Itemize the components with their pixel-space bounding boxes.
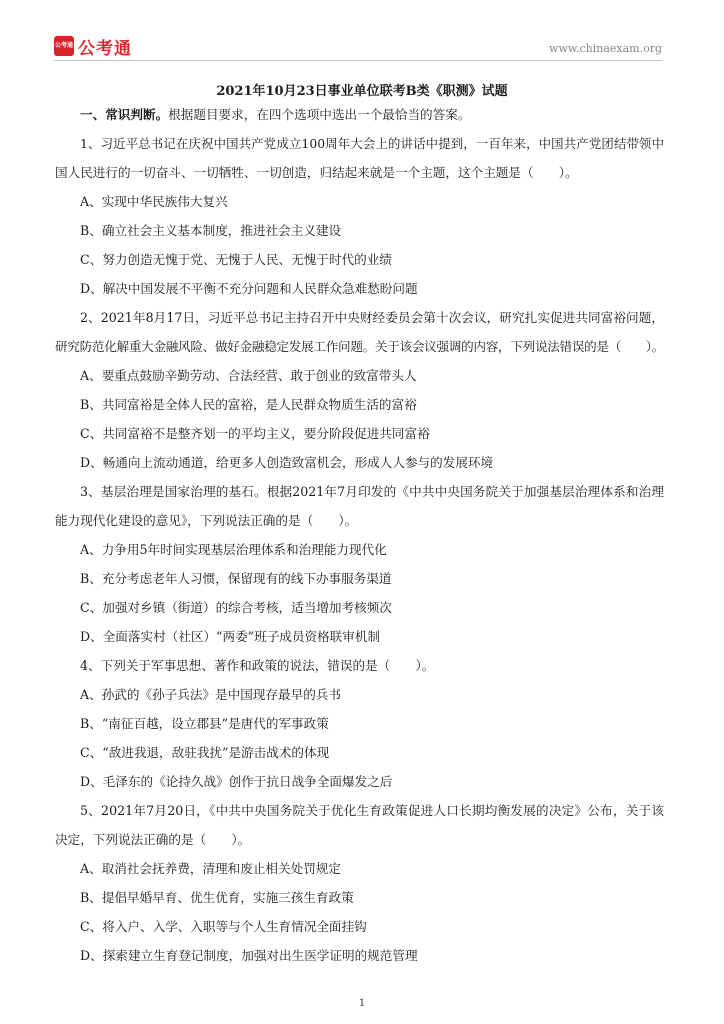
question-stem: 3、基层治理是国家治理的基石。根据2021年7月印发的《中共中央国务院关于加强基层治理体系和治理 xyxy=(80,484,664,499)
question-stem: 5、2021年7月20日，《中共中央国务院关于优化生育政策促进人口长期均衡发展的决定》公布，关于该 xyxy=(80,803,664,818)
question-stem: 2、2021年8月17日，习近平总书记主持召开中央财经委员会第十次会议，研究扎实促进共同富裕问题， xyxy=(80,310,664,325)
question-stem: 国人民进行的一切奋斗、一切牺牲、一切创造，归结起来就是一个主题，这个主题是（ ）。 xyxy=(55,165,578,180)
option-d: D、毛泽东的《论持久战》创作于抗日战争全面爆发之后 xyxy=(80,774,393,789)
page-number: 1 xyxy=(358,998,366,1009)
logo-icon: 公考通 xyxy=(54,36,74,56)
option-b: B、充分考虑老年人习惯，保留现有的线下办事服务渠道 xyxy=(80,571,392,586)
option-d: D、解决中国发展不平衡不充分问题和人民群众急难愁盼问题 xyxy=(80,281,418,296)
header-divider xyxy=(54,60,662,61)
option-a: A、要重点鼓励辛勤劳动、合法经营、敢于创业的致富带头人 xyxy=(80,368,417,383)
option-b: B、确立社会主义基本制度，推进社会主义建设 xyxy=(80,223,342,238)
option-b: B、“南征百越，设立郡县”是唐代的军事政策 xyxy=(80,716,329,731)
option-d: D、探索建立生育登记制度，加强对出生医学证明的规范管理 xyxy=(80,948,418,963)
section-instruction: 根据题目要求，在四个选项中选出一个最恰当的答案。 xyxy=(168,107,471,122)
question-stem: 能力现代化建设的意见》，下列说法正确的是（ ）。 xyxy=(55,513,358,528)
page-header xyxy=(54,34,662,58)
question-5 xyxy=(55,796,664,970)
option-b: B、共同富裕是全体人民的富裕，是人民群众物质生活的富裕 xyxy=(80,397,417,412)
option-d: D、全面落实村（社区）“两委”班子成员资格联审机制 xyxy=(80,629,381,644)
option-a: A、实现中华民族伟大复兴 xyxy=(80,194,228,209)
question-stem: 决定，下列说法正确的是（ ）。 xyxy=(55,832,251,847)
option-c: C、“敌进我退，敌驻我扰”是游击战术的体现 xyxy=(80,745,330,760)
logo-text: 公考通 xyxy=(78,39,132,59)
question-2 xyxy=(55,303,664,477)
option-c: C、加强对乡镇（街道）的综合考核，适当增加考核频次 xyxy=(80,600,392,615)
option-c: C、共同富裕不是整齐划一的平均主义，要分阶段促进共同富裕 xyxy=(80,426,430,441)
question-4 xyxy=(55,651,664,796)
document-body xyxy=(55,100,664,970)
section-head-label: 一、常识判断。 xyxy=(80,107,169,122)
option-c: C、努力创造无愧于党、无愧于人民、无愧于时代的业绩 xyxy=(80,252,392,267)
question-stem: 4、下列关于军事思想、著作和政策的说法，错误的是（ ）。 xyxy=(80,658,435,673)
question-1 xyxy=(55,129,664,303)
option-c: C、将入户、入学、入职等与个人生育情况全面挂钩 xyxy=(80,919,367,934)
option-b: B、提倡早婚早育、优生优育，实施三孩生育政策 xyxy=(80,890,354,905)
question-stem: 1、习近平总书记在庆祝中国共产党成立100周年大会上的讲话中提到，一百年来，中国共产党团结带领中 xyxy=(80,136,664,151)
question-3 xyxy=(55,477,664,651)
option-a: A、孙武的《孙子兵法》是中国现存最早的兵书 xyxy=(80,687,341,702)
question-stem: 研究防范化解重大金融风险、做好金融稳定发展工作问题。关于该会议强调的内容，下列说法错误的是（ ）。 xyxy=(55,339,664,354)
option-a: A、力争用5年时间实现基层治理体系和治理能力现代化 xyxy=(80,542,387,557)
option-a: A、取消社会抚养费，清理和废止相关处罚规定 xyxy=(80,861,341,876)
document-title: 2021年10月23日事业单位联考B类《职测》试题 xyxy=(216,84,508,99)
option-d: D、畅通向上流动通道，给更多人创造致富机会，形成人人参与的发展环境 xyxy=(80,455,494,470)
section-heading xyxy=(55,100,664,129)
site-url[interactable]: www.chinaexam.org xyxy=(549,42,662,55)
